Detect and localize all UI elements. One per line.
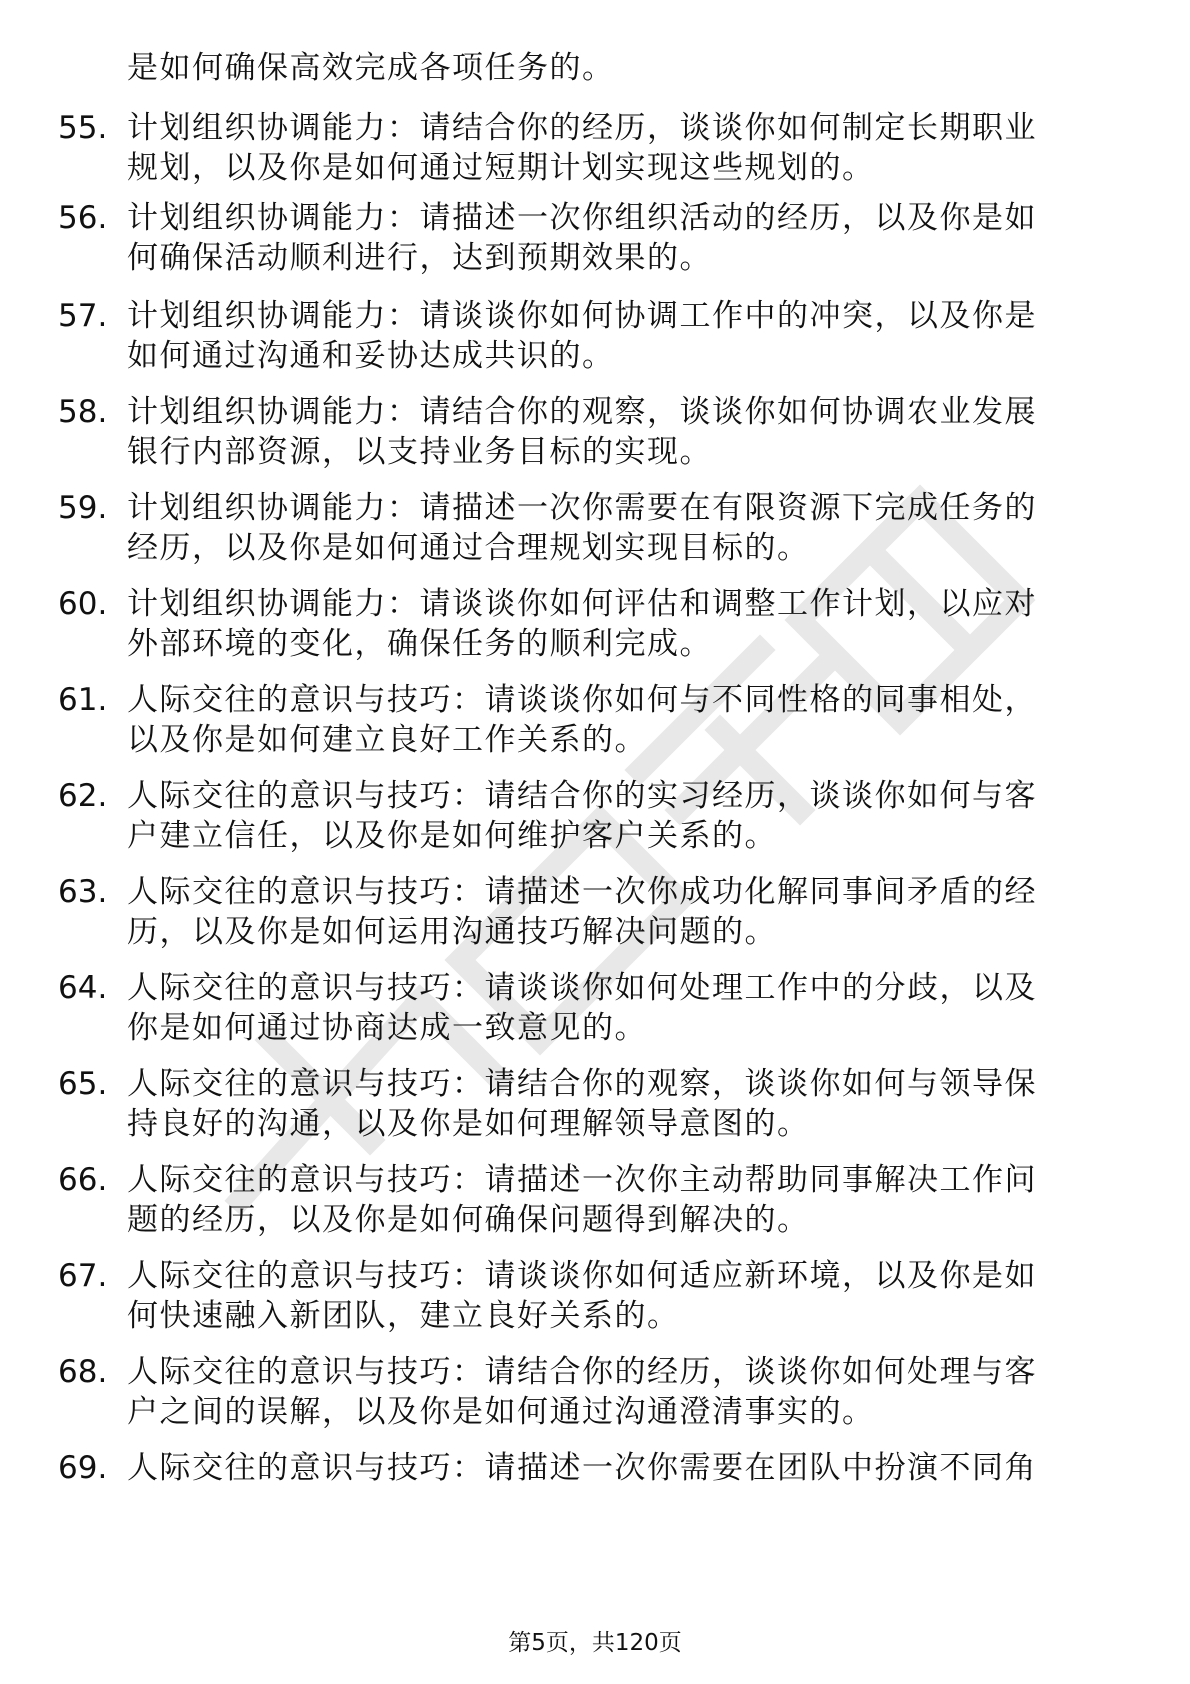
question-text-line: 计划组织协调能力：请结合你的观察，谈谈你如何协调农业发展 [127, 394, 1037, 430]
question-text-line: 如何通过沟通和妥协达成共识的。 [127, 338, 615, 374]
question-number: 60. [58, 586, 108, 622]
question-text-line: 题的经历，以及你是如何确保问题得到解决的。 [127, 1202, 810, 1238]
question-text-line: 户之间的误解，以及你是如何通过沟通澄清事实的。 [127, 1394, 875, 1430]
question-text-line: 人际交往的意识与技巧：请描述一次你成功化解同事间矛盾的经 [127, 874, 1037, 910]
question-text-line: 何快速融入新团队，建立良好关系的。 [127, 1298, 680, 1334]
question-text-line: 计划组织协调能力：请谈谈你如何评估和调整工作计划，以应对 [127, 586, 1037, 622]
question-number: 58. [58, 394, 108, 430]
question-number: 67. [58, 1258, 108, 1294]
question-text-line: 你是如何通过协商达成一致意见的。 [127, 1010, 647, 1046]
question-number: 64. [58, 970, 108, 1006]
question-text-line: 经历，以及你是如何通过合理规划实现目标的。 [127, 530, 810, 566]
question-text-line: 规划，以及你是如何通过短期计划实现这些规划的。 [127, 150, 875, 186]
question-text-line: 持良好的沟通，以及你是如何理解领导意图的。 [127, 1106, 810, 1142]
question-text-line: 人际交往的意识与技巧：请谈谈你如何与不同性格的同事相处， [127, 682, 1037, 718]
question-text-line: 计划组织协调能力：请谈谈你如何协调工作中的冲突，以及你是 [127, 298, 1037, 334]
continuation-text: 是如何确保高效完成各项任务的。 [127, 50, 615, 86]
question-number: 65. [58, 1066, 108, 1102]
question-text-line: 户建立信任，以及你是如何维护客户关系的。 [127, 818, 777, 854]
question-number: 69. [58, 1450, 108, 1486]
question-text-line: 人际交往的意识与技巧：请结合你的实习经历，谈谈你如何与客 [127, 778, 1037, 814]
question-text-line: 历，以及你是如何运用沟通技巧解决问题的。 [127, 914, 777, 950]
question-text-line: 外部环境的变化，确保任务的顺利完成。 [127, 626, 712, 662]
question-text-line: 人际交往的意识与技巧：请结合你的观察，谈谈你如何与领导保 [127, 1066, 1037, 1102]
question-text-line: 以及你是如何建立良好工作关系的。 [127, 722, 647, 758]
question-number: 57. [58, 298, 108, 334]
question-text-line: 计划组织协调能力：请结合你的经历，谈谈你如何制定长期职业 [127, 110, 1037, 146]
question-number: 56. [58, 200, 108, 236]
question-text-line: 计划组织协调能力：请描述一次你需要在有限资源下完成任务的 [127, 490, 1037, 526]
question-text-line: 人际交往的意识与技巧：请谈谈你如何处理工作中的分歧，以及 [127, 970, 1037, 1006]
question-number: 61. [58, 682, 108, 718]
question-text-line: 计划组织协调能力：请描述一次你组织活动的经历，以及你是如 [127, 200, 1037, 236]
question-number: 62. [58, 778, 108, 814]
question-number: 59. [58, 490, 108, 526]
question-text-line: 人际交往的意识与技巧：请结合你的经历，谈谈你如何处理与客 [127, 1354, 1037, 1390]
question-number: 63. [58, 874, 108, 910]
question-text-line: 人际交往的意识与技巧：请描述一次你需要在团队中扮演不同角 [127, 1450, 1037, 1486]
question-number: 55. [58, 110, 108, 146]
question-number: 66. [58, 1162, 108, 1198]
question-text-line: 人际交往的意识与技巧：请谈谈你如何适应新环境，以及你是如 [127, 1258, 1037, 1294]
question-text-line: 银行内部资源，以支持业务目标的实现。 [127, 434, 712, 470]
page-footer: 第5页，共120页 [508, 1630, 682, 1656]
question-number: 68. [58, 1354, 108, 1390]
question-text-line: 人际交往的意识与技巧：请描述一次你主动帮助同事解决工作问 [127, 1162, 1037, 1198]
question-text-line: 何确保活动顺利进行，达到预期效果的。 [127, 240, 712, 276]
